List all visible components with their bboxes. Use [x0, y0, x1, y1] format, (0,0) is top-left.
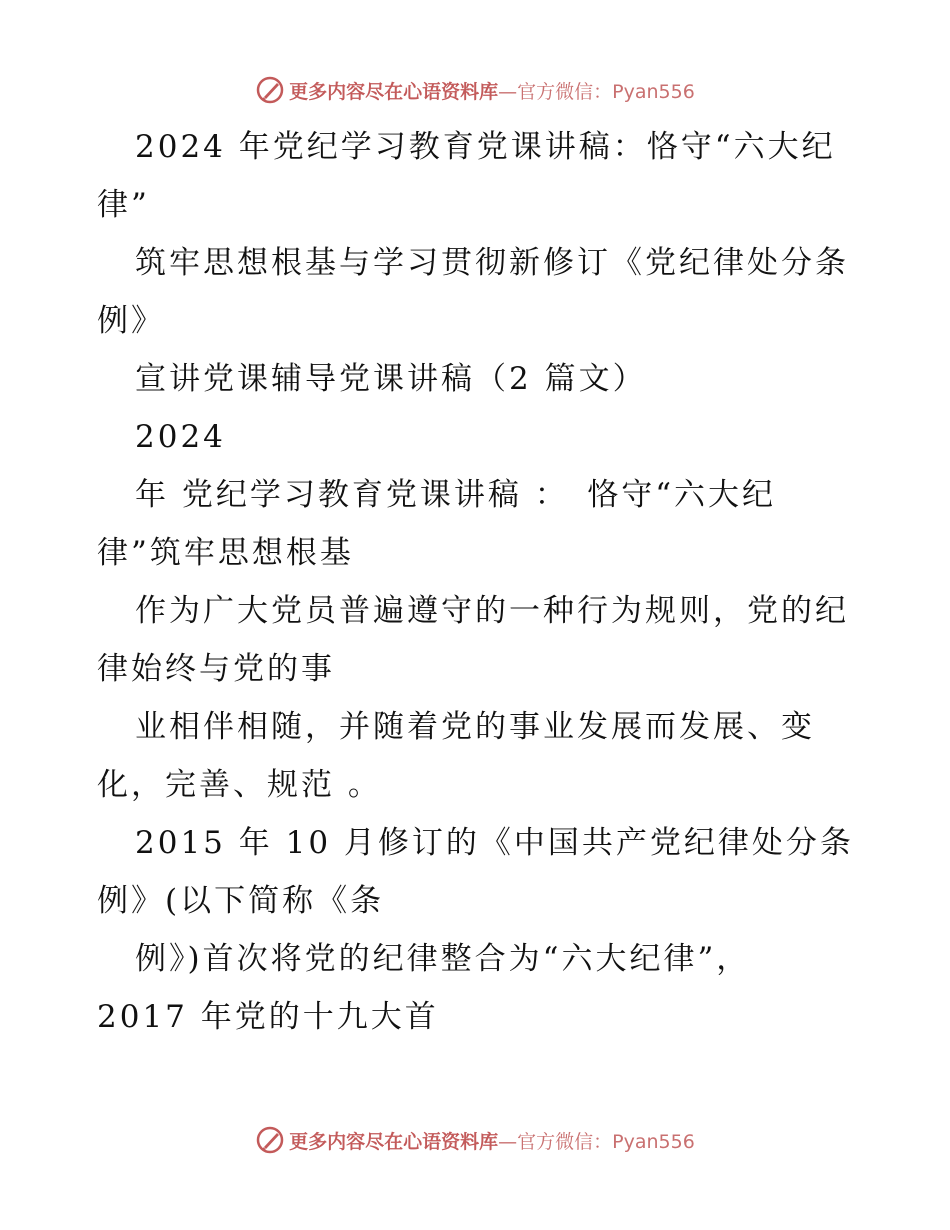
- paragraph-line: 律始终与党的事: [97, 651, 335, 687]
- title-line-2: 律”: [97, 187, 150, 223]
- watermark-text: 更多内容尽在心语资料库—官方微信：Pyan556: [289, 80, 695, 103]
- section-heading-line-2: 律”筑牢思想根基: [97, 535, 354, 571]
- watermark-text: 更多内容尽在心语资料库—官方微信：Pyan556: [289, 1130, 695, 1153]
- paragraph-line: 2015 年 10 月修订的《中国共产党纪律处分条: [135, 825, 854, 861]
- paragraph-line: 2017 年党的十九大首: [97, 999, 439, 1035]
- paragraph-line: 化，完善、规范 。: [97, 767, 382, 803]
- title-line-5: 宣讲党课辅导党课讲稿（2 篇文）: [135, 361, 647, 397]
- title-line-3: 筑牢思想根基与学习贯彻新修订《党纪律处分条: [135, 245, 849, 281]
- paragraph-line: 作为广大党员普遍遵守的一种行为规则，党的纪: [135, 593, 849, 629]
- watermark-footer: [0, 1120, 950, 1160]
- section-heading-line-1: 年 党纪学习教育党课讲稿 ： 恪守“六大纪: [135, 477, 777, 513]
- paragraph-line: 业相伴相随，并随着党的事业发展而发展、变: [135, 709, 815, 745]
- paragraph-line: 例》)首次将党的纪律整合为“六大纪律”，: [135, 941, 751, 977]
- section-year: 2024: [135, 419, 226, 455]
- paragraph-line: 例》(以下简称《条: [97, 883, 385, 919]
- title-line-4: 例》: [97, 303, 165, 339]
- title-line-1: 2024 年党纪学习教育党课讲稿：恪守“六大纪: [135, 129, 836, 165]
- quill-pen-logo-icon: [255, 1125, 285, 1155]
